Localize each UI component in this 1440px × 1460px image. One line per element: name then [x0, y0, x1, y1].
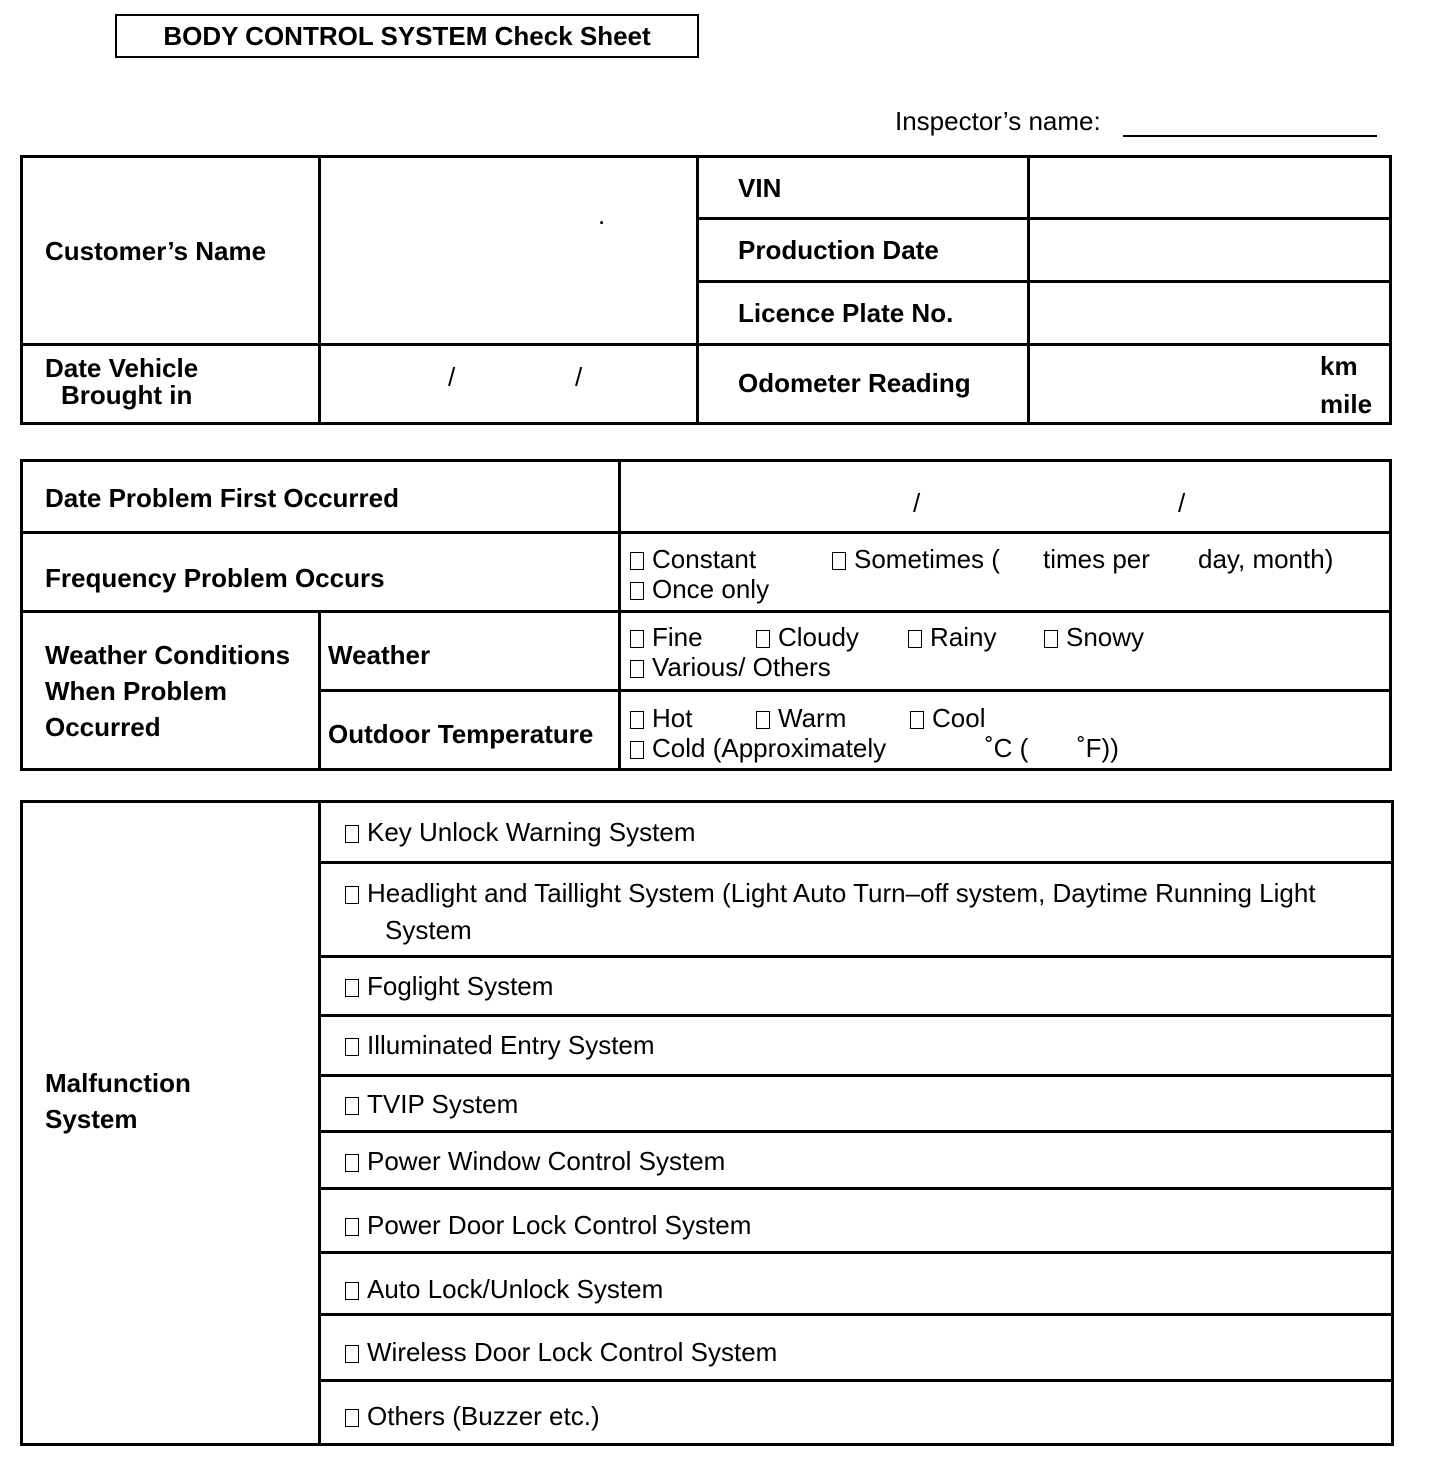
odometer-unit-km: km — [1320, 351, 1358, 381]
customer-name-label: Customer’s Name — [45, 236, 267, 266]
frequency-times-per: times per — [1043, 544, 1150, 574]
frequency-sometimes-option[interactable]: Sometimes ( — [832, 544, 1000, 574]
weather-various-option[interactable]: Various/ Others — [630, 652, 831, 682]
checkbox-icon[interactable] — [756, 630, 770, 648]
page-title: BODY CONTROL SYSTEM Check Sheet — [115, 14, 699, 58]
checkbox-icon[interactable] — [345, 886, 359, 904]
checkbox-icon[interactable] — [630, 630, 644, 648]
checkbox-icon[interactable] — [910, 711, 924, 729]
weather-snowy-option[interactable]: Snowy — [1044, 622, 1144, 652]
malfunction-option[interactable]: Illuminated Entry System — [345, 1030, 655, 1060]
temp-warm-option[interactable]: Warm — [756, 703, 846, 733]
odometer-label: Odometer Reading — [738, 368, 971, 398]
vehicle-info-table — [20, 155, 1392, 425]
malfunction-option[interactable]: Others (Buzzer etc.) — [345, 1401, 600, 1431]
frequency-label: Frequency Problem Occurs — [45, 563, 385, 593]
licence-plate-label: Licence Plate No. — [738, 298, 954, 328]
malfunction-option[interactable]: Auto Lock/Unlock System — [345, 1274, 663, 1304]
outdoor-temperature-label: Outdoor Temperature — [328, 719, 594, 749]
date-first-occurred-label: Date Problem First Occurred — [45, 483, 399, 513]
frequency-constant-option[interactable]: Constant — [630, 544, 756, 574]
malfunction-system-label: Malfunction System — [45, 1068, 191, 1134]
vin-label: VIN — [738, 173, 782, 203]
customer-name-value: . — [598, 200, 606, 230]
malfunction-option-continuation: System — [385, 915, 472, 945]
production-date-label: Production Date — [738, 235, 939, 265]
checkbox-icon[interactable] — [345, 825, 359, 843]
frequency-day-month: day, month) — [1198, 544, 1334, 574]
inspector-name-label: Inspector’s name: — [895, 106, 1101, 136]
checkbox-icon[interactable] — [345, 1218, 359, 1236]
frequency-once-only-option[interactable]: Once only — [630, 574, 769, 604]
checkbox-icon[interactable] — [345, 1038, 359, 1056]
checkbox-icon[interactable] — [630, 711, 644, 729]
checkbox-icon[interactable] — [345, 1345, 359, 1363]
checkbox-icon[interactable] — [630, 552, 644, 570]
weather-fine-option[interactable]: Fine — [630, 622, 703, 652]
malfunction-option[interactable]: Wireless Door Lock Control System — [345, 1337, 777, 1367]
checkbox-icon[interactable] — [630, 582, 644, 600]
checkbox-icon[interactable] — [908, 630, 922, 648]
temp-cool-option[interactable]: Cool — [910, 703, 985, 733]
malfunction-option[interactable]: Headlight and Taillight System (Light Auto Turn–off system, Daytime Running Light — [345, 878, 1316, 908]
odometer-unit-mile: mile — [1320, 389, 1373, 419]
date-separator: / — [575, 362, 583, 392]
temp-celsius-unit: ˚C ( — [985, 733, 1029, 763]
checkbox-icon[interactable] — [630, 660, 644, 678]
checkbox-icon[interactable] — [630, 741, 644, 759]
weather-cloudy-option[interactable]: Cloudy — [756, 622, 859, 652]
temp-cold-option[interactable]: Cold (Approximately — [630, 733, 886, 763]
weather-conditions-label: Weather Conditions When Problem Occurred — [45, 640, 291, 742]
malfunction-option[interactable]: TVIP System — [345, 1089, 518, 1119]
checkbox-icon[interactable] — [345, 979, 359, 997]
temp-hot-option[interactable]: Hot — [630, 703, 692, 733]
checkbox-icon[interactable] — [756, 711, 770, 729]
date-separator: / — [1178, 488, 1186, 518]
checkbox-icon[interactable] — [345, 1097, 359, 1115]
inspector-name-field[interactable] — [1123, 135, 1377, 137]
weather-rainy-option[interactable]: Rainy — [908, 622, 996, 652]
date-brought-in-label: Date Vehicle Brought in — [45, 353, 199, 410]
checkbox-icon[interactable] — [345, 1282, 359, 1300]
checkbox-icon[interactable] — [1044, 630, 1058, 648]
malfunction-option[interactable]: Power Window Control System — [345, 1146, 725, 1176]
date-separator: / — [913, 488, 921, 518]
checkbox-icon[interactable] — [832, 552, 846, 570]
temp-fahrenheit-unit: ˚F)) — [1077, 733, 1119, 763]
checkbox-icon[interactable] — [345, 1409, 359, 1427]
checkbox-icon[interactable] — [345, 1154, 359, 1172]
malfunction-option[interactable]: Power Door Lock Control System — [345, 1210, 751, 1240]
weather-label: Weather — [328, 640, 431, 670]
malfunction-option[interactable]: Key Unlock Warning System — [345, 817, 695, 847]
date-separator: / — [448, 362, 456, 392]
malfunction-option[interactable]: Foglight System — [345, 971, 553, 1001]
